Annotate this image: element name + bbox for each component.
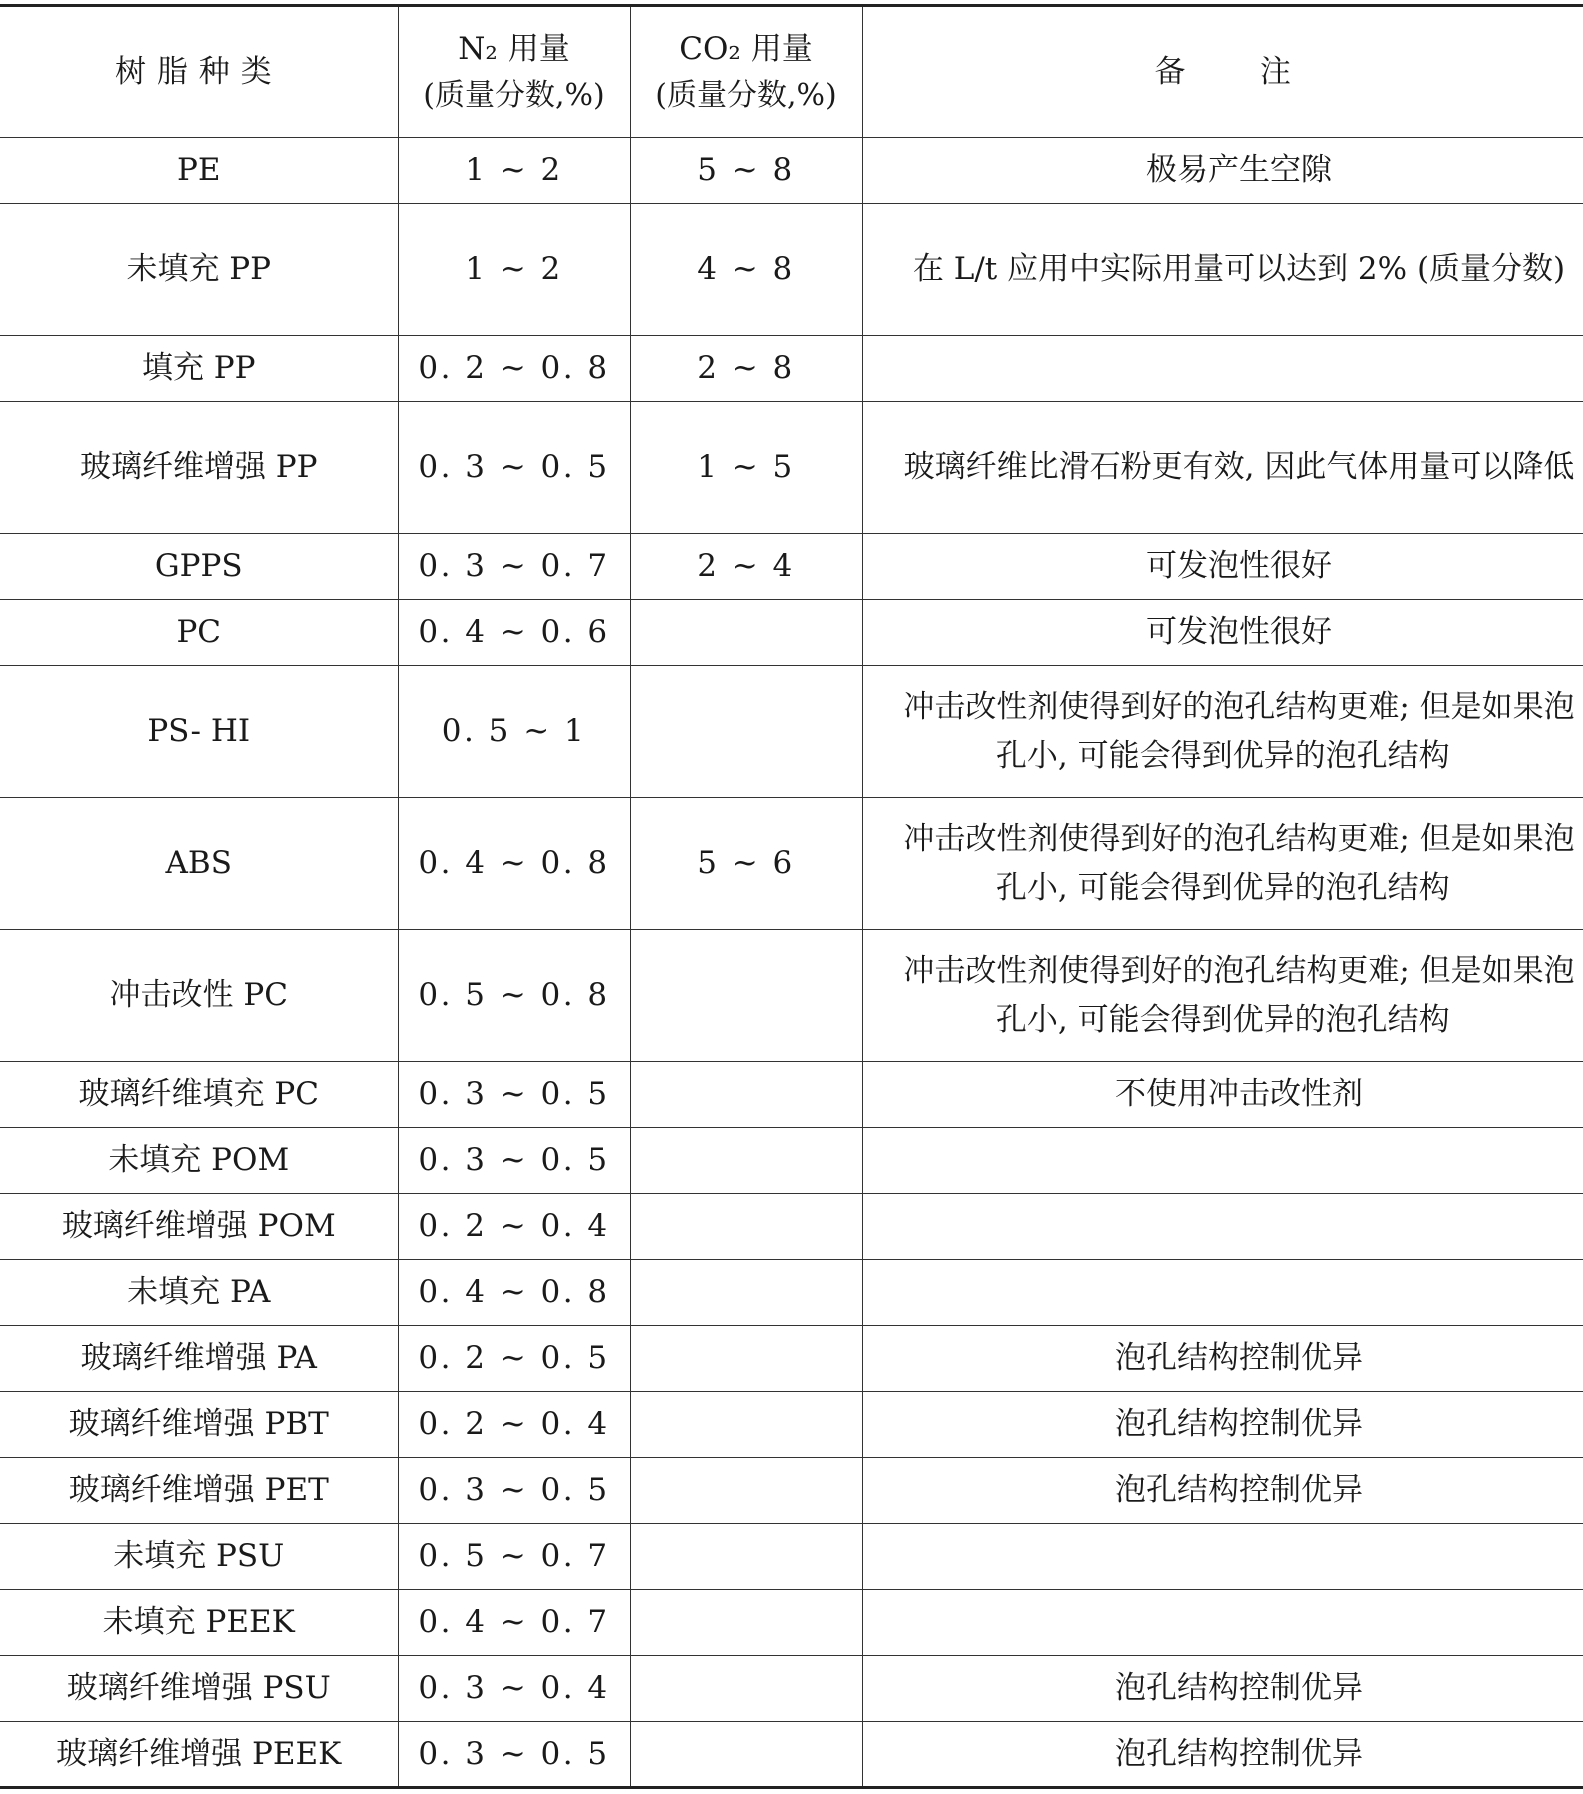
header-n2-label: N₂ 用量: [458, 30, 570, 67]
resin-cell: 未填充 POM: [0, 1128, 398, 1194]
n2-usage-cell: 0. 2 ~ 0. 4: [398, 1392, 630, 1458]
co2-usage-cell: 5 ~ 6: [630, 798, 862, 930]
header-resin-type: [0, 6, 398, 138]
co2-usage-cell: [630, 930, 862, 1062]
co2-usage-cell: 2 ~ 4: [630, 534, 862, 600]
resin-cell: 未填充 PEEK: [0, 1590, 398, 1656]
co2-usage-cell: 5 ~ 8: [630, 138, 862, 204]
note-cell: 泡孔结构控制优异: [862, 1458, 1583, 1524]
n2-usage-cell: 0. 4 ~ 0. 8: [398, 1260, 630, 1326]
gas-usage-table: [0, 4, 1583, 1789]
note-cell: [862, 1194, 1583, 1260]
header-co2-usage: [630, 6, 862, 138]
resin-cell: 玻璃纤维增强 POM: [0, 1194, 398, 1260]
resin-cell: 冲击改性 PC: [0, 930, 398, 1062]
note-cell: 冲击改性剂使得到好的泡孔结构更难; 但是如果泡孔小, 可能会得到优异的泡孔结构: [862, 666, 1583, 798]
resin-cell: GPPS: [0, 534, 398, 600]
co2-usage-cell: [630, 1194, 862, 1260]
co2-usage-cell: [630, 1524, 862, 1590]
note-cell: 在 L/t 应用中实际用量可以达到 2% (质量分数): [862, 204, 1583, 336]
table-row: [0, 534, 1583, 600]
co2-usage-cell: [630, 1392, 862, 1458]
header-resin-label: 树脂种类: [115, 53, 283, 90]
table-row: [0, 1062, 1583, 1128]
resin-cell: PE: [0, 138, 398, 204]
resin-cell: 玻璃纤维增强 PEEK: [0, 1722, 398, 1788]
co2-usage-cell: [630, 1656, 862, 1722]
co2-usage-cell: [630, 1128, 862, 1194]
note-cell: [862, 1590, 1583, 1656]
table-body: [0, 138, 1583, 1788]
note-cell: [862, 1524, 1583, 1590]
co2-usage-cell: [630, 600, 862, 666]
note-cell: 泡孔结构控制优异: [862, 1722, 1583, 1788]
n2-usage-cell: 0. 3 ~ 0. 4: [398, 1656, 630, 1722]
n2-usage-cell: 0. 4 ~ 0. 7: [398, 1590, 630, 1656]
table-row: [0, 1524, 1583, 1590]
resin-cell: 玻璃纤维增强 PET: [0, 1458, 398, 1524]
note-cell: 冲击改性剂使得到好的泡孔结构更难; 但是如果泡孔小, 可能会得到优异的泡孔结构: [862, 798, 1583, 930]
table-row: [0, 1590, 1583, 1656]
table-row: [0, 1458, 1583, 1524]
resin-cell: 未填充 PA: [0, 1260, 398, 1326]
table-row: [0, 1392, 1583, 1458]
table-row: [0, 1128, 1583, 1194]
n2-usage-cell: 1 ~ 2: [398, 138, 630, 204]
n2-usage-cell: 0. 4 ~ 0. 6: [398, 600, 630, 666]
table-row: [0, 402, 1583, 534]
note-cell: 玻璃纤维比滑石粉更有效, 因此气体用量可以降低: [862, 402, 1583, 534]
resin-cell: 玻璃纤维增强 PA: [0, 1326, 398, 1392]
note-cell: 泡孔结构控制优异: [862, 1656, 1583, 1722]
co2-usage-cell: [630, 1260, 862, 1326]
table-row: [0, 1722, 1583, 1788]
n2-usage-cell: 0. 5 ~ 1: [398, 666, 630, 798]
header-note: [862, 6, 1583, 138]
co2-usage-cell: [630, 666, 862, 798]
table-row: [0, 1194, 1583, 1260]
resin-cell: PS- HI: [0, 666, 398, 798]
resin-cell: 未填充 PSU: [0, 1524, 398, 1590]
table-row: [0, 1260, 1583, 1326]
n2-usage-cell: 0. 2 ~ 0. 4: [398, 1194, 630, 1260]
n2-usage-cell: 0. 5 ~ 0. 8: [398, 930, 630, 1062]
table-row: [0, 204, 1583, 336]
n2-usage-cell: 0. 3 ~ 0. 5: [398, 1458, 630, 1524]
header-n2-usage: [398, 6, 630, 138]
note-cell: 泡孔结构控制优异: [862, 1392, 1583, 1458]
resin-cell: PC: [0, 600, 398, 666]
note-cell: [862, 1260, 1583, 1326]
resin-cell: 玻璃纤维增强 PP: [0, 402, 398, 534]
resin-cell: ABS: [0, 798, 398, 930]
n2-usage-cell: 0. 4 ~ 0. 8: [398, 798, 630, 930]
table-row: [0, 600, 1583, 666]
co2-usage-cell: [630, 1062, 862, 1128]
n2-usage-cell: 0. 3 ~ 0. 5: [398, 1062, 630, 1128]
table-row: [0, 666, 1583, 798]
n2-usage-cell: 0. 3 ~ 0. 5: [398, 1722, 630, 1788]
co2-usage-cell: 4 ~ 8: [630, 204, 862, 336]
resin-cell: 玻璃纤维填充 PC: [0, 1062, 398, 1128]
table-row: [0, 138, 1583, 204]
resin-cell: 填充 PP: [0, 336, 398, 402]
header-n2-unit: (质量分数,%): [423, 77, 605, 113]
table-row: [0, 1326, 1583, 1392]
header-row: [0, 6, 1583, 138]
co2-usage-cell: [630, 1326, 862, 1392]
co2-usage-cell: 1 ~ 5: [630, 402, 862, 534]
note-cell: [862, 336, 1583, 402]
note-cell: 不使用冲击改性剂: [862, 1062, 1583, 1128]
note-cell: [862, 1128, 1583, 1194]
header-co2-unit: (质量分数,%): [655, 77, 837, 113]
note-cell: 冲击改性剂使得到好的泡孔结构更难; 但是如果泡孔小, 可能会得到优异的泡孔结构: [862, 930, 1583, 1062]
header-note-label: 备注: [1154, 53, 1366, 90]
resin-cell: 玻璃纤维增强 PSU: [0, 1656, 398, 1722]
table-row: [0, 336, 1583, 402]
co2-usage-cell: [630, 1458, 862, 1524]
n2-usage-cell: 0. 3 ~ 0. 5: [398, 1128, 630, 1194]
note-cell: 泡孔结构控制优异: [862, 1326, 1583, 1392]
n2-usage-cell: 0. 3 ~ 0. 5: [398, 402, 630, 534]
co2-usage-cell: [630, 1722, 862, 1788]
table-row: [0, 930, 1583, 1062]
n2-usage-cell: 1 ~ 2: [398, 204, 630, 336]
n2-usage-cell: 0. 2 ~ 0. 5: [398, 1326, 630, 1392]
n2-usage-cell: 0. 2 ~ 0. 8: [398, 336, 630, 402]
table-row: [0, 798, 1583, 930]
table-row: [0, 1656, 1583, 1722]
header-co2-label: CO₂ 用量: [679, 30, 813, 67]
resin-cell: 玻璃纤维增强 PBT: [0, 1392, 398, 1458]
n2-usage-cell: 0. 5 ~ 0. 7: [398, 1524, 630, 1590]
co2-usage-cell: [630, 1590, 862, 1656]
resin-cell: 未填充 PP: [0, 204, 398, 336]
n2-usage-cell: 0. 3 ~ 0. 7: [398, 534, 630, 600]
note-cell: 可发泡性很好: [862, 534, 1583, 600]
note-cell: 可发泡性很好: [862, 600, 1583, 666]
note-cell: 极易产生空隙: [862, 138, 1583, 204]
co2-usage-cell: 2 ~ 8: [630, 336, 862, 402]
